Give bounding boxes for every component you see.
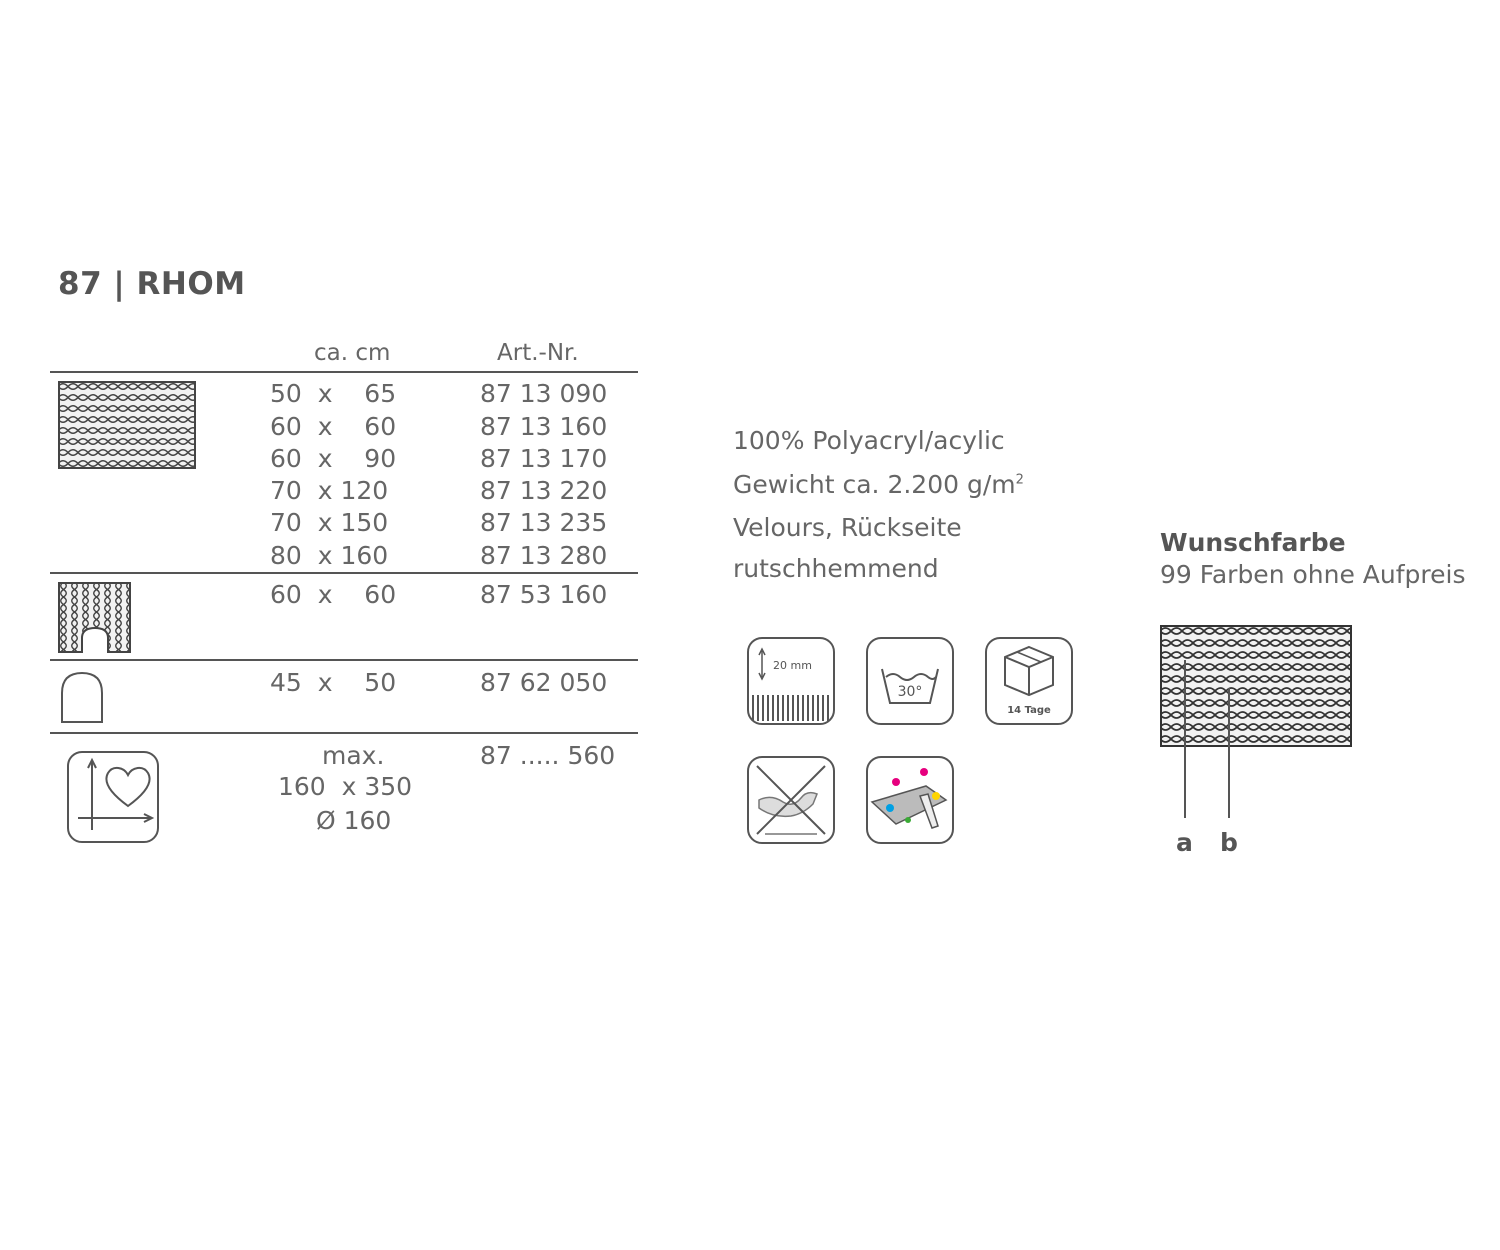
table-rule-3 [50, 659, 638, 661]
custom-max-label: max. [322, 741, 385, 770]
size-cell: 60 x 90 [270, 444, 397, 473]
article-cell: 87 13 220 [480, 476, 608, 505]
pile-height-label: 20 mm [773, 659, 812, 672]
size-cell: 45 x 50 [270, 668, 397, 697]
spec-weight: Gewicht ca. 2.200 $g/m^2$ [733, 470, 1024, 499]
label-a: a [1176, 828, 1193, 857]
size-cell: 60 x 60 [270, 580, 397, 609]
spec-material: 100% Polyacryl/acylic [733, 426, 1005, 455]
header-size: ca. cm [314, 340, 391, 366]
header-article-number: Art.-Nr. [497, 340, 579, 366]
wash-30-icon [866, 637, 954, 725]
delivery-label: 14 Tage [1007, 705, 1051, 716]
page-title: 87 | RHOM [58, 266, 246, 302]
wc-rug-thumbnail [58, 582, 132, 654]
custom-size-heart-icon [66, 750, 160, 844]
color-choice-icon [866, 756, 954, 844]
lid-cover-outline-icon [58, 671, 106, 725]
article-cell: 87 62 050 [480, 668, 608, 697]
rectangle-rug-thumbnail [58, 381, 196, 469]
custom-round-size: Ø 160 [316, 806, 392, 835]
article-cell: 87 13 090 [480, 379, 608, 408]
table-rule-4 [50, 732, 638, 734]
spec-backing-1: Velours, Rückseite [733, 513, 962, 542]
label-b: b [1220, 828, 1238, 857]
article-cell: 87 13 160 [480, 412, 608, 441]
wish-color-title: Wunschfarbe [1160, 528, 1346, 557]
size-cell: 70 x 150 [270, 508, 389, 537]
custom-max-size: 160 x 350 [278, 772, 413, 801]
article-cell: 87 13 280 [480, 541, 608, 570]
article-cell: 87 13 170 [480, 444, 608, 473]
no-tumble-dry-icon [747, 756, 835, 844]
table-rule-2 [50, 572, 638, 574]
pile-height-icon [747, 637, 835, 725]
spec-backing-2: rutschhemmend [733, 554, 939, 583]
delivery-box-icon [985, 637, 1073, 725]
size-cell: 80 x 160 [270, 541, 389, 570]
table-rule-top [50, 371, 638, 373]
custom-article-cell: 87 ..... 560 [480, 741, 616, 770]
wash-temp-label: 30° [897, 684, 923, 700]
article-cell: 87 13 235 [480, 508, 608, 537]
pointer-line-b [1228, 688, 1230, 818]
article-cell: 87 53 160 [480, 580, 608, 609]
size-cell: 60 x 60 [270, 412, 397, 441]
pointer-line-a [1184, 660, 1186, 818]
wish-color-subtitle: 99 Farben ohne Aufpreis [1160, 560, 1466, 589]
size-cell: 50 x 65 [270, 379, 397, 408]
wish-color-pattern-swatch [1160, 625, 1352, 747]
size-cell: 70 x 120 [270, 476, 389, 505]
